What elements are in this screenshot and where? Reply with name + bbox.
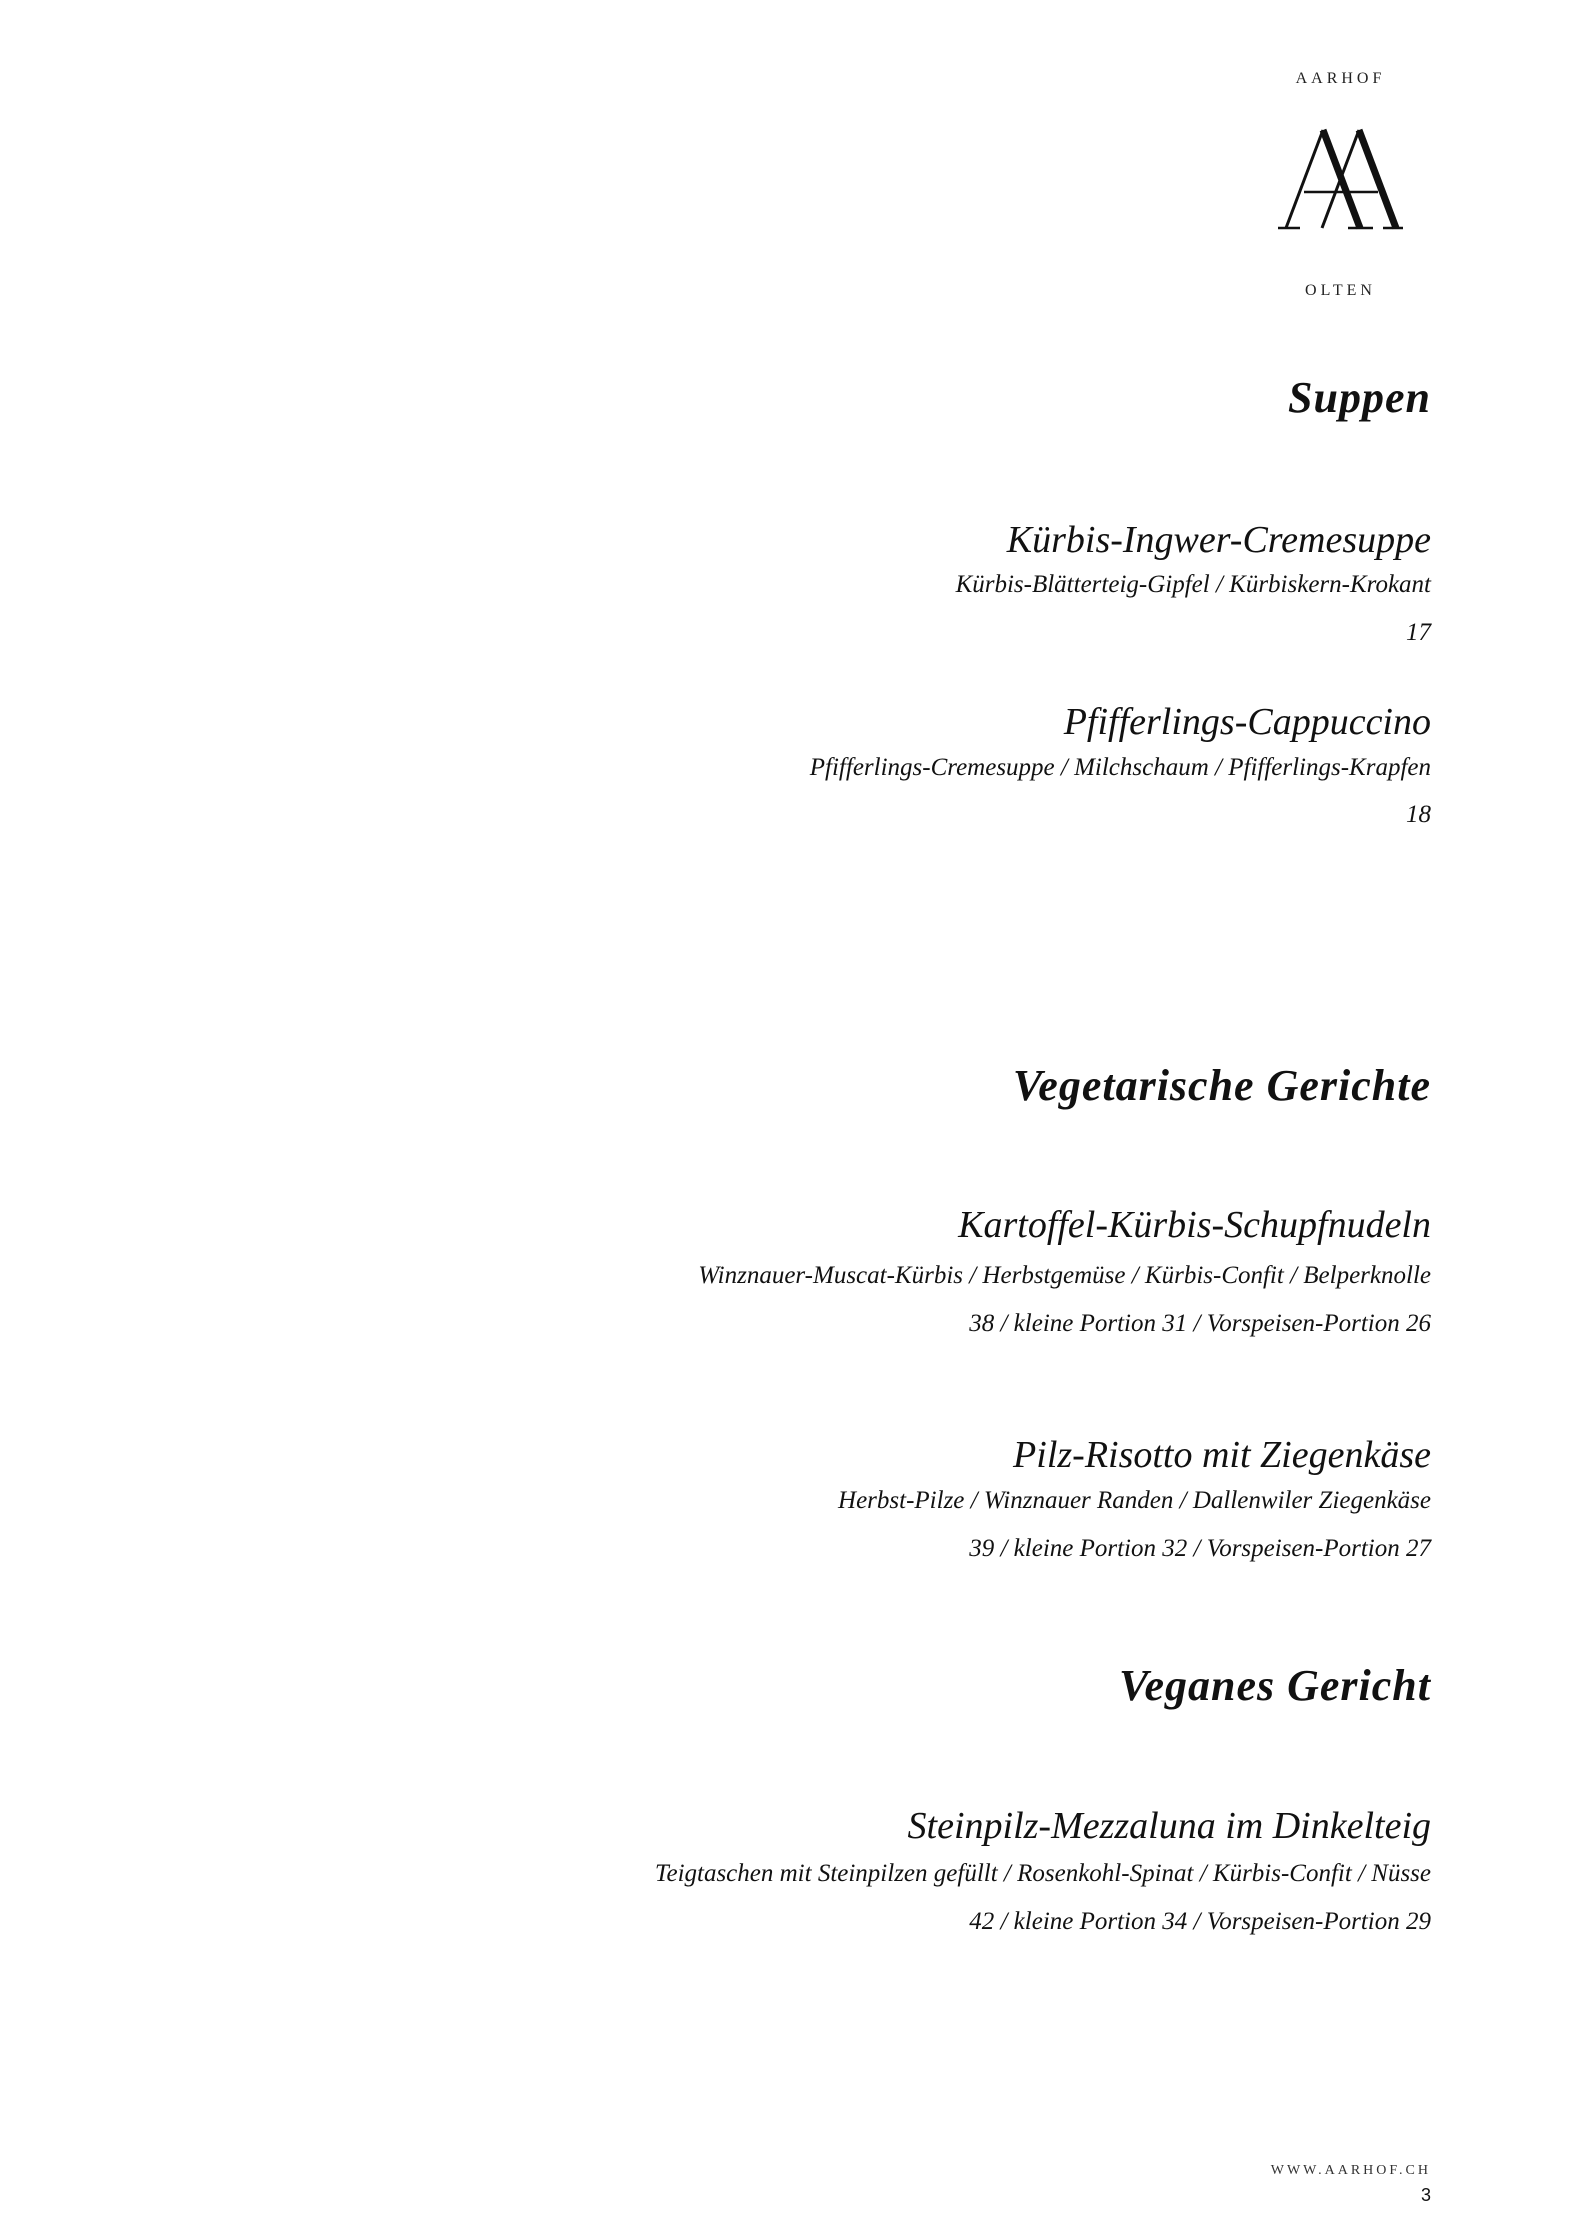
section-title-vegan: Veganes Gericht <box>1119 1661 1431 1710</box>
dish-name: Pilz-Risotto mit Ziegenkäse <box>1013 1434 1431 1476</box>
section-title-suppen: Suppen <box>1288 373 1431 422</box>
aa-monogram-icon <box>1278 124 1403 234</box>
dish-name: Kürbis-Ingwer-Cremesuppe <box>1006 519 1431 561</box>
dish-price: 39 / kleine Portion 32 / Vorspeisen-Portion 27 <box>969 1535 1431 1562</box>
dish-price: 42 / kleine Portion 34 / Vorspeisen-Portion 29 <box>969 1908 1431 1935</box>
brand-logo <box>1248 62 1433 307</box>
dish-description: Kürbis-Blätterteig-Gipfel / Kürbiskern-Krokant <box>955 571 1431 598</box>
dish-description: Teigtaschen mit Steinpilzen gefüllt / Rosenkohl-Spinat / Kürbis-Confit / Nüsse <box>654 1860 1431 1887</box>
dish-name: Pfifferlings-Cappuccino <box>1063 701 1431 743</box>
website-url: WWW.AARHOF.CH <box>1270 2163 1431 2178</box>
dish-price: 18 <box>1406 801 1431 828</box>
dish-name: Steinpilz-Mezzaluna im Dinkelteig <box>907 1805 1431 1847</box>
page-number: 3 <box>1420 2185 1431 2205</box>
dish-description: Herbst-Pilze / Winznauer Randen / Dallenwiler Ziegenkäse <box>838 1487 1431 1514</box>
brand-name-top: AARHOF <box>1295 70 1386 87</box>
dish-description: Winznauer-Muscat-Kürbis / Herbstgemüse / Kürbis-Confit / Belperknolle <box>698 1262 1431 1289</box>
dish-price: 17 <box>1406 619 1431 646</box>
dish-name: Kartoffel-Kürbis-Schupfnudeln <box>958 1204 1431 1246</box>
brand-name-bottom: OLTEN <box>1305 282 1376 299</box>
dish-price: 38 / kleine Portion 31 / Vorspeisen-Portion 26 <box>969 1310 1431 1337</box>
section-title-vegetarisch: Vegetarische Gerichte <box>1012 1061 1431 1110</box>
dish-description: Pfifferlings-Cremesuppe / Milchschaum / Pfifferlings-Krapfen <box>809 754 1431 781</box>
